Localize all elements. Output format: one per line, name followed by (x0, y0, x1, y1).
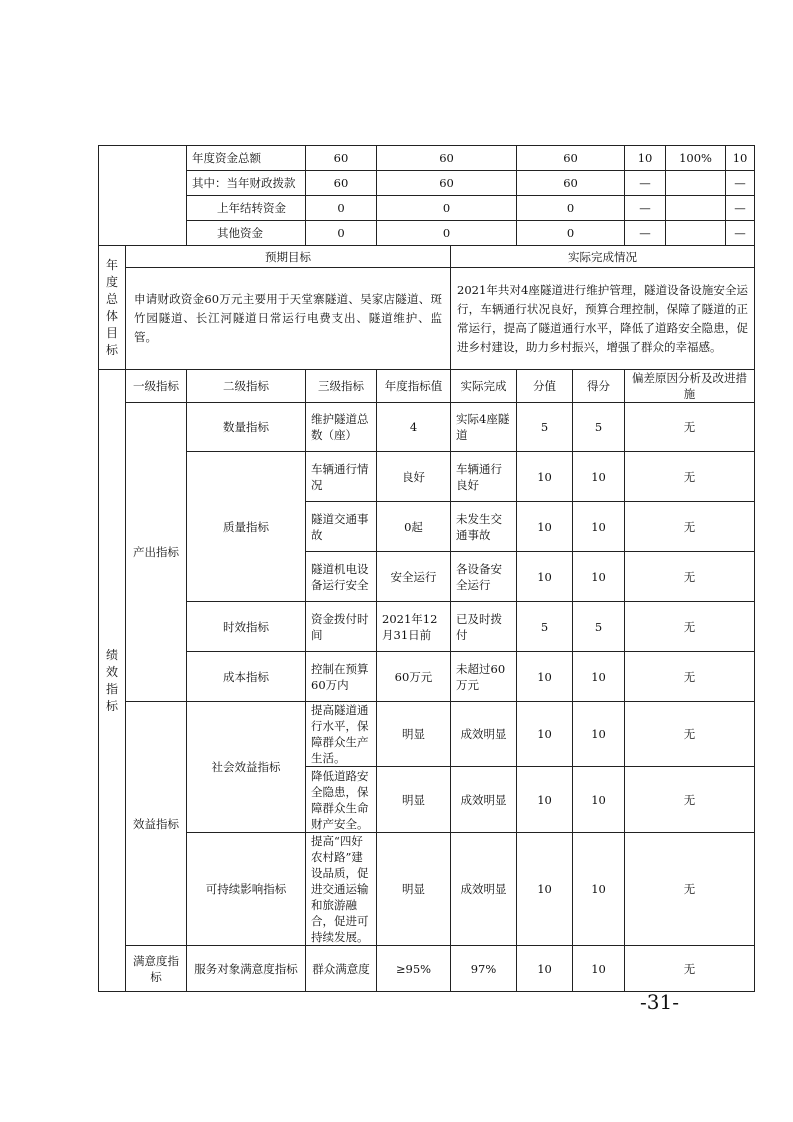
funds-cell: 60 (306, 171, 377, 196)
note-cell: 无 (625, 652, 755, 702)
score-cell: 5 (573, 403, 625, 452)
funds-score: — (734, 176, 746, 190)
funds-split-cell (625, 146, 755, 171)
funds-label: 年度资金总额 (187, 146, 306, 171)
expected-goal-text: 申请财政资金60万元主要用于天堂寨隧道、吴家店隧道、斑竹园隧道、长江河隧道日常运行电费支出、隧道维护、监管。 (126, 268, 451, 370)
level2-service-satisfaction: 服务对象满意度指标 (187, 946, 306, 992)
funds-weight: 10 (625, 146, 666, 170)
level2-social-benefit: 社会效益指标 (187, 702, 306, 833)
actual-cell: 各设备安全运行 (451, 552, 517, 602)
note-cell: 无 (625, 702, 755, 767)
funds-rate: 100% (666, 146, 726, 170)
funds-cell: 60 (517, 171, 625, 196)
weight-cell: 10 (517, 767, 573, 833)
score-cell: 10 (573, 702, 625, 767)
header-target: 年度指标值 (377, 370, 451, 403)
weight-cell: 10 (517, 652, 573, 702)
actual-completion-header: 实际完成情况 (451, 246, 755, 268)
level2-quantity: 数量指标 (187, 403, 306, 452)
weight-cell: 10 (517, 833, 573, 946)
actual-cell: 成效明显 (451, 767, 517, 833)
funds-score: 10 (732, 151, 748, 165)
funds-split-cell (625, 171, 755, 196)
actual-cell: 已及时拨付 (451, 602, 517, 652)
weight-cell: 10 (517, 702, 573, 767)
header-note: 偏差原因分析及改进措施 (625, 370, 755, 403)
target-cell: 60万元 (377, 652, 451, 702)
weight-cell: 10 (517, 552, 573, 602)
funds-cell: 0 (306, 196, 377, 221)
funds-cell: 0 (517, 221, 625, 246)
target-cell: 4 (377, 403, 451, 452)
page-number: -31- (640, 990, 679, 1014)
actual-cell: 成效明显 (451, 833, 517, 946)
performance-evaluation-table (98, 145, 755, 992)
weight-cell: 5 (517, 403, 573, 452)
header-level3: 三级指标 (306, 370, 377, 403)
level3-cell: 群众满意度 (306, 946, 377, 992)
funds-score: — (734, 226, 746, 240)
funds-row (99, 221, 755, 246)
score-cell: 10 (573, 452, 625, 502)
note-cell: 无 (625, 946, 755, 992)
level2-sustainability: 可持续影响指标 (187, 833, 306, 946)
target-cell: 明显 (377, 702, 451, 767)
indicators-section-label: 绩效指标 (99, 370, 126, 992)
funds-blank-cell (99, 146, 187, 246)
target-cell: 安全运行 (377, 552, 451, 602)
actual-completion-text: 2021年共对4座隧道进行维护管理，隧道设备设施安全运行，车辆通行状况良好，预算合理控制，保障了隧道的正常运行，提高了隧道通行水平，降低了道路安全隐患，促进乡村建设，助力乡村振兴，增强了群众的幸福感。 (451, 268, 755, 370)
target-cell: 2021年12月31日前 (377, 602, 451, 652)
funds-label: 其他资金 (187, 221, 306, 246)
indicator-header-row (99, 370, 755, 403)
note-cell: 无 (625, 552, 755, 602)
note-cell: 无 (625, 502, 755, 552)
score-cell: 10 (573, 502, 625, 552)
level3-cell: 车辆通行情况 (306, 452, 377, 502)
funds-rate (666, 221, 726, 245)
funds-row (99, 196, 755, 221)
note-cell: 无 (625, 833, 755, 946)
score-cell: 10 (573, 552, 625, 602)
target-cell: 明显 (377, 767, 451, 833)
target-cell: 良好 (377, 452, 451, 502)
weight-cell: 10 (517, 452, 573, 502)
weight-cell: 10 (517, 502, 573, 552)
actual-cell: 成效明显 (451, 702, 517, 767)
level3-cell: 资金拨付时间 (306, 602, 377, 652)
funds-weight: — (625, 221, 666, 245)
funds-cell: 60 (517, 146, 625, 171)
score-cell: 10 (573, 767, 625, 833)
score-cell: 5 (573, 602, 625, 652)
funds-cell: 60 (377, 146, 517, 171)
indicator-row (99, 833, 755, 946)
level3-cell: 控制在预算60万内 (306, 652, 377, 702)
target-cell: 明显 (377, 833, 451, 946)
funds-cell: 0 (377, 221, 517, 246)
actual-cell: 未超过60万元 (451, 652, 517, 702)
indicator-row (99, 403, 755, 452)
funds-split-cell (625, 196, 755, 221)
goals-content-row (99, 268, 755, 370)
funds-weight: — (625, 171, 666, 195)
level1-output: 产出指标 (126, 403, 187, 702)
level3-cell: 维护隧道总数（座） (306, 403, 377, 452)
funds-row (99, 146, 755, 171)
funds-label: 其中：当年财政拨款 (187, 171, 306, 196)
indicator-row (99, 702, 755, 767)
note-cell: 无 (625, 602, 755, 652)
funds-split-cell (625, 221, 755, 246)
funds-cell: 60 (377, 171, 517, 196)
score-cell: 10 (573, 833, 625, 946)
level3-cell: 降低道路安全隐患，保障群众生命财产安全。 (306, 767, 377, 833)
indicator-row (99, 652, 755, 702)
goals-header-row (99, 246, 755, 268)
funds-rate (666, 196, 726, 220)
level3-cell: 隧道机电设备运行安全 (306, 552, 377, 602)
level3-cell: 提高“四好农村路”建设品质，促进交通运输和旅游融合，促进可持续发展。 (306, 833, 377, 946)
funds-score: — (734, 201, 746, 215)
note-cell: 无 (625, 767, 755, 833)
actual-cell: 97% (451, 946, 517, 992)
level2-timeliness: 时效指标 (187, 602, 306, 652)
goals-section-label: 年度总体目标 (99, 246, 126, 370)
funds-row (99, 171, 755, 196)
actual-cell: 车辆通行良好 (451, 452, 517, 502)
header-actual: 实际完成 (451, 370, 517, 403)
actual-cell: 实际4座隧道 (451, 403, 517, 452)
level1-benefit: 效益指标 (126, 702, 187, 946)
header-level1: 一级指标 (126, 370, 187, 403)
header-weight: 分值 (517, 370, 573, 403)
funds-cell: 0 (517, 196, 625, 221)
level1-satisfaction: 满意度指标 (126, 946, 187, 992)
funds-rate (666, 171, 726, 195)
level2-quality: 质量指标 (187, 452, 306, 602)
expected-goal-header: 预期目标 (126, 246, 451, 268)
funds-cell: 0 (377, 196, 517, 221)
level2-cost: 成本指标 (187, 652, 306, 702)
note-cell: 无 (625, 452, 755, 502)
funds-cell: 0 (306, 221, 377, 246)
indicator-row (99, 452, 755, 502)
target-cell: 0起 (377, 502, 451, 552)
score-cell: 10 (573, 946, 625, 992)
header-score: 得分 (573, 370, 625, 403)
funds-weight: — (625, 196, 666, 220)
indicator-row (99, 946, 755, 992)
note-cell: 无 (625, 403, 755, 452)
target-cell: ≥95% (377, 946, 451, 992)
header-level2: 二级指标 (187, 370, 306, 403)
level3-cell: 提高隧道通行水平，保障群众生产生活。 (306, 702, 377, 767)
actual-cell: 未发生交通事故 (451, 502, 517, 552)
weight-cell: 10 (517, 946, 573, 992)
weight-cell: 5 (517, 602, 573, 652)
funds-label: 上年结转资金 (187, 196, 306, 221)
indicator-row (99, 602, 755, 652)
level3-cell: 隧道交通事故 (306, 502, 377, 552)
score-cell: 10 (573, 652, 625, 702)
funds-cell: 60 (306, 146, 377, 171)
